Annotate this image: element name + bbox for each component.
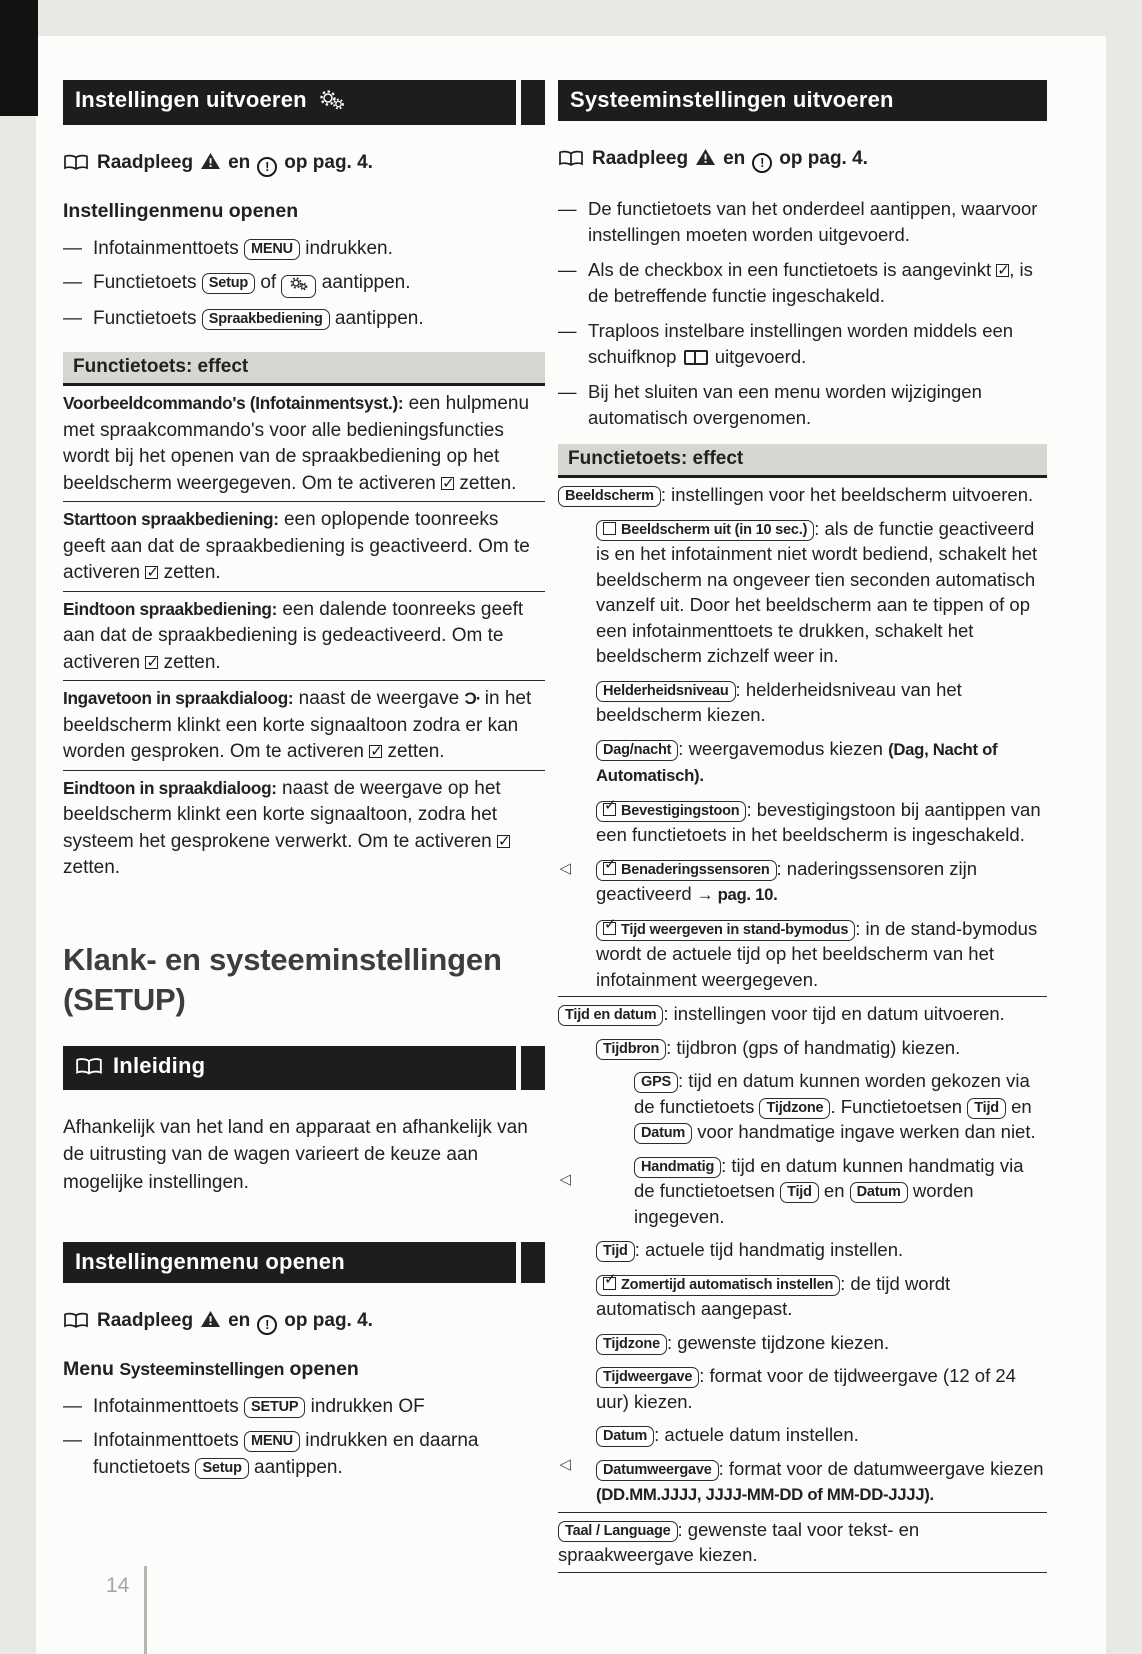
table-row [558,732,1047,793]
bullet-text [93,269,411,298]
end-of-section-marker: ◁ [559,1170,571,1188]
text-run: : actuele datum instellen. [654,1424,859,1445]
right-column [558,80,1047,1573]
keycap-button: ✓Bevestigingstoon [596,801,746,822]
term-text: (Dag, Nacht of Automatisch). [596,739,998,785]
book-icon [63,154,89,178]
warning-triangle-icon [695,148,716,173]
section-header-instellingenmenu-openen [63,1242,545,1283]
text-run: Traploos instelbare instellingen worden middels een schuifknop [588,320,1014,367]
table-row [63,771,571,886]
table-row [558,1452,1047,1512]
table-row [558,512,1047,673]
text-run: naast de weergave [293,688,465,709]
checkbox-checked-icon [441,477,454,490]
cross-reference-note [63,1309,545,1336]
text-run: voor handmatige ingave werken dan niet. [692,1121,1036,1142]
term-text: Starttoon spraakbediening: [63,509,279,529]
table-row [558,1031,1047,1065]
text-run: Infotainmenttoets [93,1430,245,1451]
checkbox-checked-icon [603,862,616,875]
text-run: , is de betreffende functie ingeschakeld. [588,259,1033,306]
table-row [558,478,1047,512]
raadpleeg-text: op pag. 4. [284,152,373,173]
text-run: indrukken en daarna functietoets [93,1430,479,1478]
paragraph-text: Afhankelijk van het land en apparaat en afhankelijk van de uitrusting van de wagen varieert de keuze aan mogelijke instellingen. [63,1116,528,1193]
checkbox-checked-icon [145,656,158,669]
keycap-button: MENU [244,1431,300,1452]
checkbox-checked-icon [996,264,1009,277]
text-run: : format voor de datumweergave kiezen [718,1457,1044,1479]
text-run: Infotainmenttoets [93,1396,245,1417]
text-run: worden ingegeven. [634,1180,974,1227]
keycap-button: Tijd [596,1241,635,1262]
cross-reference-note [63,151,545,178]
scan-artifact [0,0,38,116]
raadpleeg-text: Raadpleeg [97,1310,194,1331]
book-icon [63,1312,89,1336]
dash-bullet: — [63,308,82,329]
bullet-item [63,1393,545,1420]
table-row [63,502,545,591]
dash-bullet: — [63,1430,82,1451]
text-run: : naderingssensoren zijn geactiveerd [596,857,978,904]
text-run: : actuele tijd handmatig instellen. [634,1239,904,1260]
keycap-button: Tijdzone [596,1334,667,1355]
keycap-button: SETUP [244,1397,305,1418]
text-run: naast de weergave op het beeldscherm klinkt een korte signaaltoon, zodra het systeem het gesprokene verwerkt. Om te activeren [63,777,501,852]
text-run: : tijd en datum kunnen worden gekozen via de functietoets [634,1070,1030,1117]
text-run: uitgevoerd. [709,345,807,367]
text-run: een dalende toonreeks geeft aan dat de spraakbediening is gedeactiveerd. Om te activeren [63,598,524,673]
dash-bullet: — [558,259,577,280]
raadpleeg-text: en [228,152,251,173]
end-of-section-marker: ◁ [559,860,571,877]
text-run: Als de checkbox in een functietoets is aangevinkt [588,259,997,280]
subheading-menu-systeeminstellingen [63,1358,545,1381]
keycap-button: Setup [195,1458,248,1479]
text-run: : bevestigingstoon bij aantippen van een functietoets in het beeldscherm is ingeschakeld. [596,798,1041,845]
text-run: een hulpmenu met spraakcommando's voor alle bedieningsfuncties wordt bij het openen van de spraakbediening op het beeldscherm weergegeven. Om te activeren [63,393,530,494]
bullet-text [93,1427,545,1481]
dash-bullet: — [63,1396,82,1417]
text-run: Functietoets [93,308,202,329]
keycap-button: Datum [596,1426,654,1447]
text-run: zetten. [63,857,121,878]
keycap-button: Spraakbediening [202,309,330,330]
text-run: of [255,272,282,293]
bullet-item [63,269,545,298]
text-run: Bij het sluiten van een menu worden wijzigingen automatisch overgenomen. [588,381,982,428]
bullet-list [63,235,545,332]
keycap-button: Beeldscherm uit (in 10 sec.) [596,520,814,541]
voice-input-icon: Ɔ∙ [464,689,480,708]
exclamation-circle-icon: ! [752,153,772,173]
term-text: Voorbeeldcommando's (Infotainmentsyst.): [63,393,404,413]
cross-reference-note [558,147,1047,174]
text-run: : gewenste tijdzone kiezen. [666,1331,890,1353]
keycap-button: Handmatig [634,1157,721,1178]
table-row [558,1513,1047,1572]
table-row [63,681,545,770]
bullet-text [93,235,393,262]
text-run: : de tijd wordt automatisch aangepast. [596,1272,951,1319]
gears-icon [317,89,347,117]
left-column [63,80,571,1488]
keycap-button: Dag/nacht [596,740,678,761]
raadpleeg-text: en [723,148,746,169]
keycap-button: ✓Tijd weergeven in stand-bymodus [596,920,855,941]
book-icon [558,150,584,174]
checkbox-checked-icon [145,566,158,579]
bullet-item [63,1427,571,1481]
text-run: : format voor de tijdweergave (12 of 24 uur) kiezen. [596,1365,1016,1412]
table-header-functietoets-effect: Functietoets: effect [558,444,1047,478]
bullet-item [558,196,1047,247]
keycap-button: Datumweergave [596,1460,719,1481]
table-row [558,1149,1047,1234]
dash-bullet: — [558,320,577,341]
slider-icon [684,350,708,365]
text-run: indrukken OF [305,1396,425,1417]
bullet-item [558,318,1047,369]
bullet-list [63,1393,571,1481]
text-run: : als de functie geactiveerd is en het infotainment niet wordt bediend, schakelt het beeldscherm na ongeveer tien seconden automatisch vanzelf uit. Door het beeldscherm aan te tippen of op een infotainmenttoets te drukken, schakelt het beeldscherm zichzelf weer in. [596,517,1038,666]
bullet-item [558,379,1047,430]
text-run: : in de stand-bymodus wordt de actuele tijd op het beeldscherm van het infotainment weergegeven. [596,917,1038,990]
text-run: zetten. [454,472,517,494]
exclamation-circle-icon: ! [257,1315,277,1335]
text-run: Functietoets [93,272,202,293]
dash-bullet: — [558,381,577,402]
table-row [558,852,1047,912]
bullet-item [63,305,545,332]
text-run: aantippen. [248,1457,343,1478]
row-divider [558,1572,1047,1573]
page-number: 14 [106,1574,130,1597]
term-text: Systeeminstellingen [119,1359,285,1379]
section-header-systeeminstellingen-uitvoeren [558,80,1047,121]
term-text: Eindtoon in spraakdialoog: [63,777,277,798]
table-row [558,1359,1047,1418]
keycap-button: Tijdbron [596,1039,666,1060]
checkbox-checked-icon [603,803,616,816]
bullet-text [93,1393,425,1420]
checkbox-checked-icon [369,745,382,758]
text-run: zetten. [158,562,221,583]
text-run: zetten. [158,651,221,673]
text-run: : instellingen voor het beeldscherm uitvoeren. [660,484,1034,505]
book-icon [75,1056,103,1082]
text-run: : tijd en datum kunnen handmatig via de functietoetsen [634,1154,1024,1201]
table-row [558,1233,1047,1267]
text-run: Infotainmenttoets [93,238,245,259]
table-row [558,1064,1047,1149]
text-run: De functietoets van het onderdeel aantippen, waarvoor instellingen moeten worden uitgevoerd. [588,198,1038,245]
keycap-button: Tijdzone [759,1098,830,1119]
table-row [558,1418,1047,1452]
table-row [558,912,1047,997]
keycap-button: Setup [202,273,255,294]
text-run: : tijdbron (gps of handmatig) kiezen. [666,1036,961,1058]
text-run: en [1005,1095,1032,1117]
warning-triangle-icon [200,152,221,177]
keycap-button: Beeldscherm [558,486,661,507]
keycap-button: Tijd [780,1182,819,1203]
text-run: aantippen. [316,272,411,293]
table-row [63,386,545,501]
function-key-table [63,386,571,886]
keycap-button: Tijd en datum [558,1005,663,1026]
system-settings-table [558,478,1047,1573]
table-header-functietoets-effect: Functietoets: effect [63,352,545,386]
warning-triangle-icon [200,1310,221,1335]
table-row [558,673,1047,732]
text-run: . Functietoetsen [830,1095,968,1117]
text-run: en [818,1180,850,1201]
section-header-instellingen-uitvoeren [63,80,545,125]
text-run: : instellingen voor tijd en datum uitvoeren. [663,1003,1005,1024]
text-run: indrukken. [299,238,393,259]
inleiding-paragraph [63,1114,571,1197]
bullet-text [93,305,424,332]
exclamation-circle-icon: ! [257,157,277,177]
raadpleeg-text: op pag. 4. [779,148,868,169]
raadpleeg-text: op pag. 4. [284,1310,373,1331]
text-run: Menu [63,1358,120,1380]
term-text: (DD.MM.JJJJ, JJJJ-MM-DD of MM-DD-JJJJ). [596,1485,934,1504]
keycap-button: ✓Benaderingssensoren [596,860,777,881]
subheading-instellingenmenu-openen: Instellingenmenu openen [63,200,299,222]
page-number-divider [144,1566,147,1654]
text-run: zetten. [382,741,445,762]
checkbox-unchecked-icon [603,522,616,535]
text-run: in het beeldscherm klinkt een korte signaaltoon zodra er kan worden gesproken. Om te activeren [63,688,532,762]
keycap-button: MENU [244,239,300,260]
raadpleeg-text: en [228,1310,251,1331]
dash-bullet: — [63,238,82,259]
keycap-button: Datum [634,1123,692,1144]
keycap-button: Tijd [967,1098,1006,1119]
checkbox-checked-icon [603,1277,616,1290]
text-run: aantippen. [329,308,424,329]
keycap-button: Helderheidsniveau [596,681,736,702]
table-row [558,1326,1047,1360]
dash-bullet: — [63,272,82,293]
section-header-inleiding [63,1046,545,1090]
bullet-text [588,379,1047,430]
text-run: : gewenste taal voor tekst- en spraakweergave kiezen. [558,1518,920,1565]
keycap-button: GPS [634,1072,678,1093]
section-title: Instellingen uitvoeren [75,87,307,112]
text-run: : weergavemodus kiezen [678,737,889,759]
keycap-button: Tijdweergave [596,1367,699,1388]
keycap-button: ✓Zomertijd automatisch instellen [596,1275,840,1296]
chapter-title: Klank- en systeeminstellingen (SETUP) [63,941,502,1017]
table-row [558,1267,1047,1326]
section-title: Systeeminstellingen uitvoeren [570,87,894,112]
table-row [558,997,1047,1031]
raadpleeg-text: Raadpleeg [97,152,194,173]
term-text: → pag. 10. [696,885,778,904]
keycap-button: Taal / Language [558,1521,678,1542]
dash-bullet: — [558,198,577,219]
term-text: Ingavetoon in spraakdialoog: [63,688,294,708]
checkbox-checked-icon [497,835,510,848]
keycap-settings-gear-icon [281,275,316,298]
table-row [558,793,1047,852]
text-run: : helderheidsniveau van het beeldscherm kiezen. [596,678,962,725]
bullet-text [588,318,1047,369]
section-title: Inleiding [113,1052,206,1078]
checkbox-checked-icon [603,922,616,935]
text-run: een oplopende toonreeks geeft aan dat de spraakbediening is geactiveerd. Om te activeren [63,509,530,583]
raadpleeg-text: Raadpleeg [592,148,689,169]
text-run: openen [284,1358,359,1380]
term-text: Eindtoon spraakbediening: [63,598,278,619]
bullet-list [558,196,1047,430]
bullet-item [63,235,545,262]
table-row [63,592,545,681]
end-of-section-marker: ◁ [559,1456,571,1473]
bullet-item [558,257,1047,308]
bullet-text [588,196,1047,247]
keycap-button: Datum [850,1182,908,1203]
section-title: Instellingenmenu openen [75,1249,345,1274]
bullet-text [588,257,1047,308]
